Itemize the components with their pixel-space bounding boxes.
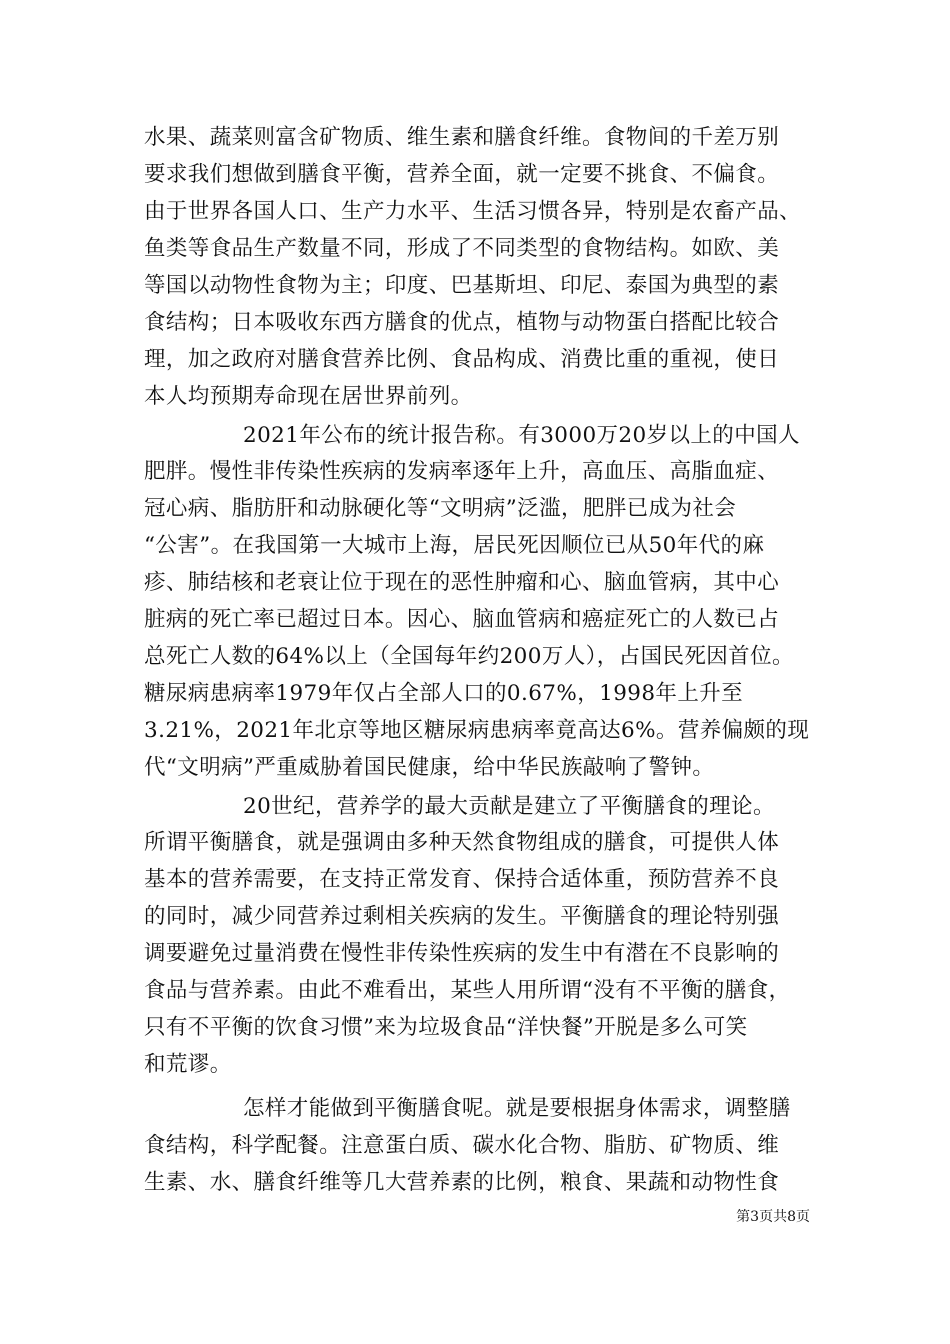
text-line: 糖尿病患病率1979年仅占全部人口的0.67%，1998年上升至 xyxy=(144,681,744,706)
text-line: 冠心病、脂肪肝和动脉硬化等“文明病”泛滥，肥胖已成为社会 xyxy=(144,496,737,521)
page-number: 第3页共8页 xyxy=(736,1209,810,1225)
text-line: 疹、肺结核和老衰让位于现在的恶性肿瘤和心、脑血管病，其中心 xyxy=(144,570,780,595)
text-line: 总死亡人数的64%以上（全国每年约200万人），占国民死因首位。 xyxy=(144,644,794,669)
text-line: 怎样才能做到平衡膳食呢。就是要根据身体需求，调整膳 xyxy=(243,1096,791,1121)
text-line: 食结构，科学配餐。注意蛋白质、碳水化合物、脂肪、矿物质、维 xyxy=(144,1133,780,1158)
text-line: 3.21%，2021年北京等地区糖尿病患病率竟高达6%。营养偏颇的现 xyxy=(144,718,810,743)
text-line: 基本的营养需要，在支持正常发育、保持合适体重，预防营养不良 xyxy=(144,867,780,892)
text-line: 只有不平衡的饮食习惯”来为垃圾食品“洋快餐”开脱是多么可笑 xyxy=(144,1015,748,1040)
text-line: 肥胖。慢性非传染性疾病的发病率逐年上升，高血压、高脂血症、 xyxy=(144,459,780,484)
text-line: 食品与营养素。由此不难看出，某些人用所谓“没有不平衡的膳食， xyxy=(144,978,791,1003)
text-line: 理，加之政府对膳食营养比例、食品构成、消费比重的重视，使日 xyxy=(144,347,780,372)
text-line: 代“文明病”严重威胁着国民健康，给中华民族敲响了警钟。 xyxy=(144,755,715,780)
text-line: “公害”。在我国第一大城市上海，居民死因顺位已从50年代的麻 xyxy=(144,533,765,558)
text-line: 所谓平衡膳食，就是强调由多种天然食物组成的膳食，可提供人体 xyxy=(144,830,780,855)
text-line: 20世纪，营养学的最大贡献是建立了平衡膳食的理论。 xyxy=(243,794,775,819)
text-line: 等国以动物性食物为主；印度、巴基斯坦、印尼、泰国为典型的素 xyxy=(144,273,780,298)
text-line: 生素、水、膳食纤维等几大营养素的比例，粮食、果蔬和动物性食 xyxy=(144,1170,780,1195)
text-line: 调要避免过量消费在慢性非传染性疾病的发生中有潜在不良影响的 xyxy=(144,941,780,966)
text-line: 和荒谬。 xyxy=(144,1052,232,1077)
text-line: 水果、蔬菜则富含矿物质、维生素和膳食纤维。食物间的千差万别 xyxy=(144,125,780,150)
text-line: 的同时，减少同营养过剩相关疾病的发生。平衡膳食的理论特别强 xyxy=(144,904,780,929)
text-line: 2021年公布的统计报告称。有3000万20岁以上的中国人 xyxy=(243,423,800,448)
text-line: 要求我们想做到膳食平衡，营养全面，就一定要不挑食、不偏食。 xyxy=(144,162,780,187)
text-line: 本人均预期寿命现在居世界前列。 xyxy=(144,384,473,409)
text-line: 鱼类等食品生产数量不同，形成了不同类型的食物结构。如欧、美 xyxy=(144,236,780,261)
text-line: 食结构；日本吸收东西方膳食的优点，植物与动物蛋白搭配比较合 xyxy=(144,310,780,335)
text-line: 由于世界各国人口、生产力水平、生活习惯各异，特别是农畜产品、 xyxy=(144,199,802,224)
text-line: 脏病的死亡率已超过日本。因心、脑血管病和癌症死亡的人数已占 xyxy=(144,607,780,632)
